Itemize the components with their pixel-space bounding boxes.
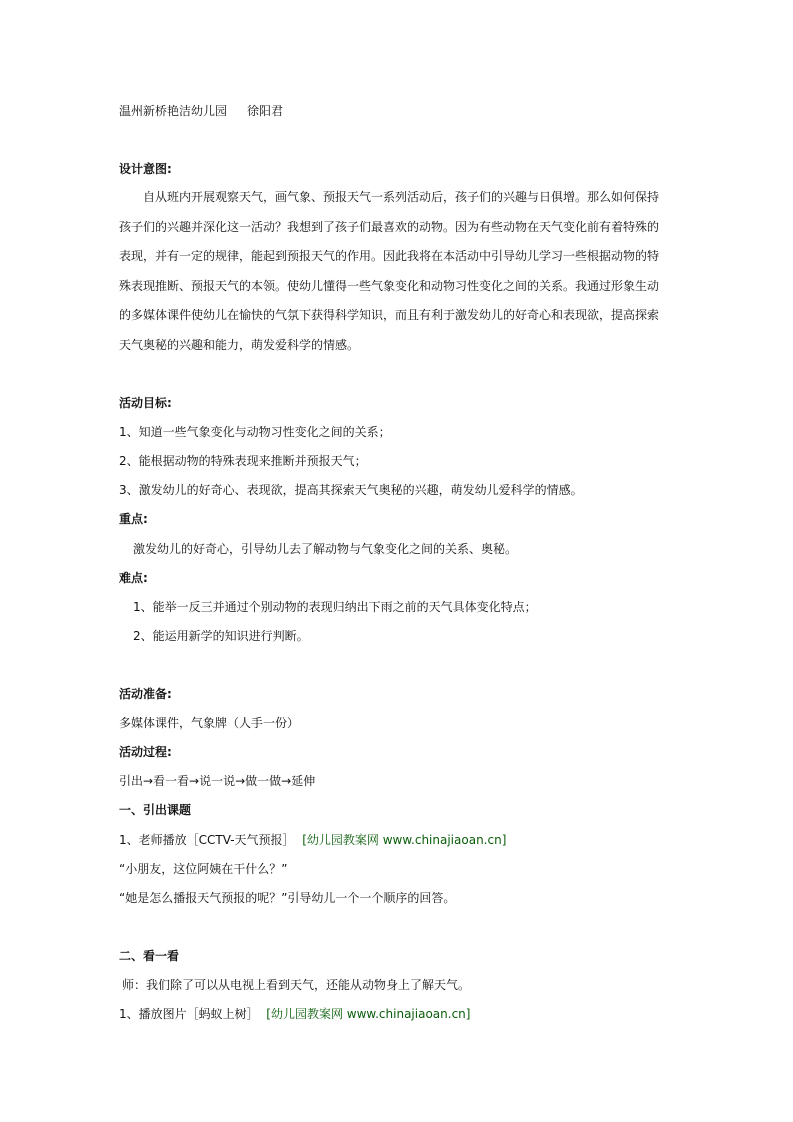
school-name: 温州新桥艳洁幼儿园 (119, 104, 228, 118)
design-intent-text: 自从班内开展观察天气，画气象、预报天气一系列活动后，孩子们的兴趣与日俱增。那么如何保持孩子们的兴趣并深化这一活动？我想到了孩子们最喜欢的动物。因为有些动物在天气变化前有着特殊的表现，并有一定的规律，能起到预报天气的作用。因此我将在本活动中引导幼儿学习一些根据动物的特殊表现推断、预报天气的本领。使幼儿懂得一些气象变化和动物习性变化之间的关系。我通过形象生动的多媒体课件使幼儿在愉快的气氛下获得科学知识，而且有利于激发幼儿的好奇心和表现欲，提高探索天气奥秘的兴趣和能力，萌发爱科学的情感。 (119, 190, 660, 352)
section1-item1 (119, 832, 506, 848)
difficulty-item-2: 2、能运用新学的知识进行判断。 (133, 629, 309, 643)
preparation-text: 多媒体课件，气象牌（人手一份） (119, 716, 300, 730)
process-flow: 引出→看一看→说一说→做一做→延伸 (119, 774, 316, 788)
goal-item-2: 2、能根据动物的特殊表现来推断并预报天气； (119, 454, 367, 468)
difficulty-heading: 难点: (119, 571, 148, 585)
section2-item1-text: 1、播放图片［蚂蚁上树］ (119, 1007, 259, 1021)
process-heading: 活动过程: (119, 745, 172, 759)
section1-quote1: “小朋友，这位阿姨在干什么？” (119, 862, 288, 876)
goals-heading: 活动目标: (119, 396, 172, 410)
preparation-heading: 活动准备: (119, 687, 172, 701)
section1-item1-text: 1、老师播放［CCTV-天气预报］ (119, 833, 295, 847)
section2-item1 (119, 1006, 470, 1022)
author-name: 徐阳君 (247, 104, 284, 118)
section1-heading: 一、引出课题 (119, 803, 192, 817)
goal-item-1: 1、知道一些气象变化与动物习性变化之间的关系； (119, 425, 391, 439)
design-intent-heading: 设计意图: (119, 162, 172, 176)
key-point-text: 激发幼儿的好奇心，引导幼儿去了解动物与气象变化之间的关系、奥秘。 (133, 542, 518, 556)
section2-heading: 二、看一看 (119, 949, 180, 963)
section2-teacher-line: 师：我们除了可以从电视上看到天气，还能从动物身上了解天气。 (122, 978, 471, 992)
header-line (119, 103, 283, 119)
section1-item1-link[interactable]: [幼儿园教案网 www.chinajiaoan.cn] (302, 833, 507, 847)
key-point-heading: 重点: (119, 512, 148, 526)
section1-quote2: “她是怎么播报天气预报的呢？”引导幼儿一个一个顺序的回答。 (119, 891, 456, 905)
goal-item-3: 3、激发幼儿的好奇心、表现欲，提高其探索天气奥秘的兴趣，萌发幼儿爱科学的情感。 (119, 483, 583, 497)
design-intent-paragraph (119, 183, 667, 360)
difficulty-item-1: 1、能举一反三并通过个别动物的表现归纳出下雨之前的天气具体变化特点； (133, 600, 537, 614)
section2-item1-link[interactable]: [幼儿园教案网 www.chinajiaoan.cn] (266, 1007, 471, 1021)
